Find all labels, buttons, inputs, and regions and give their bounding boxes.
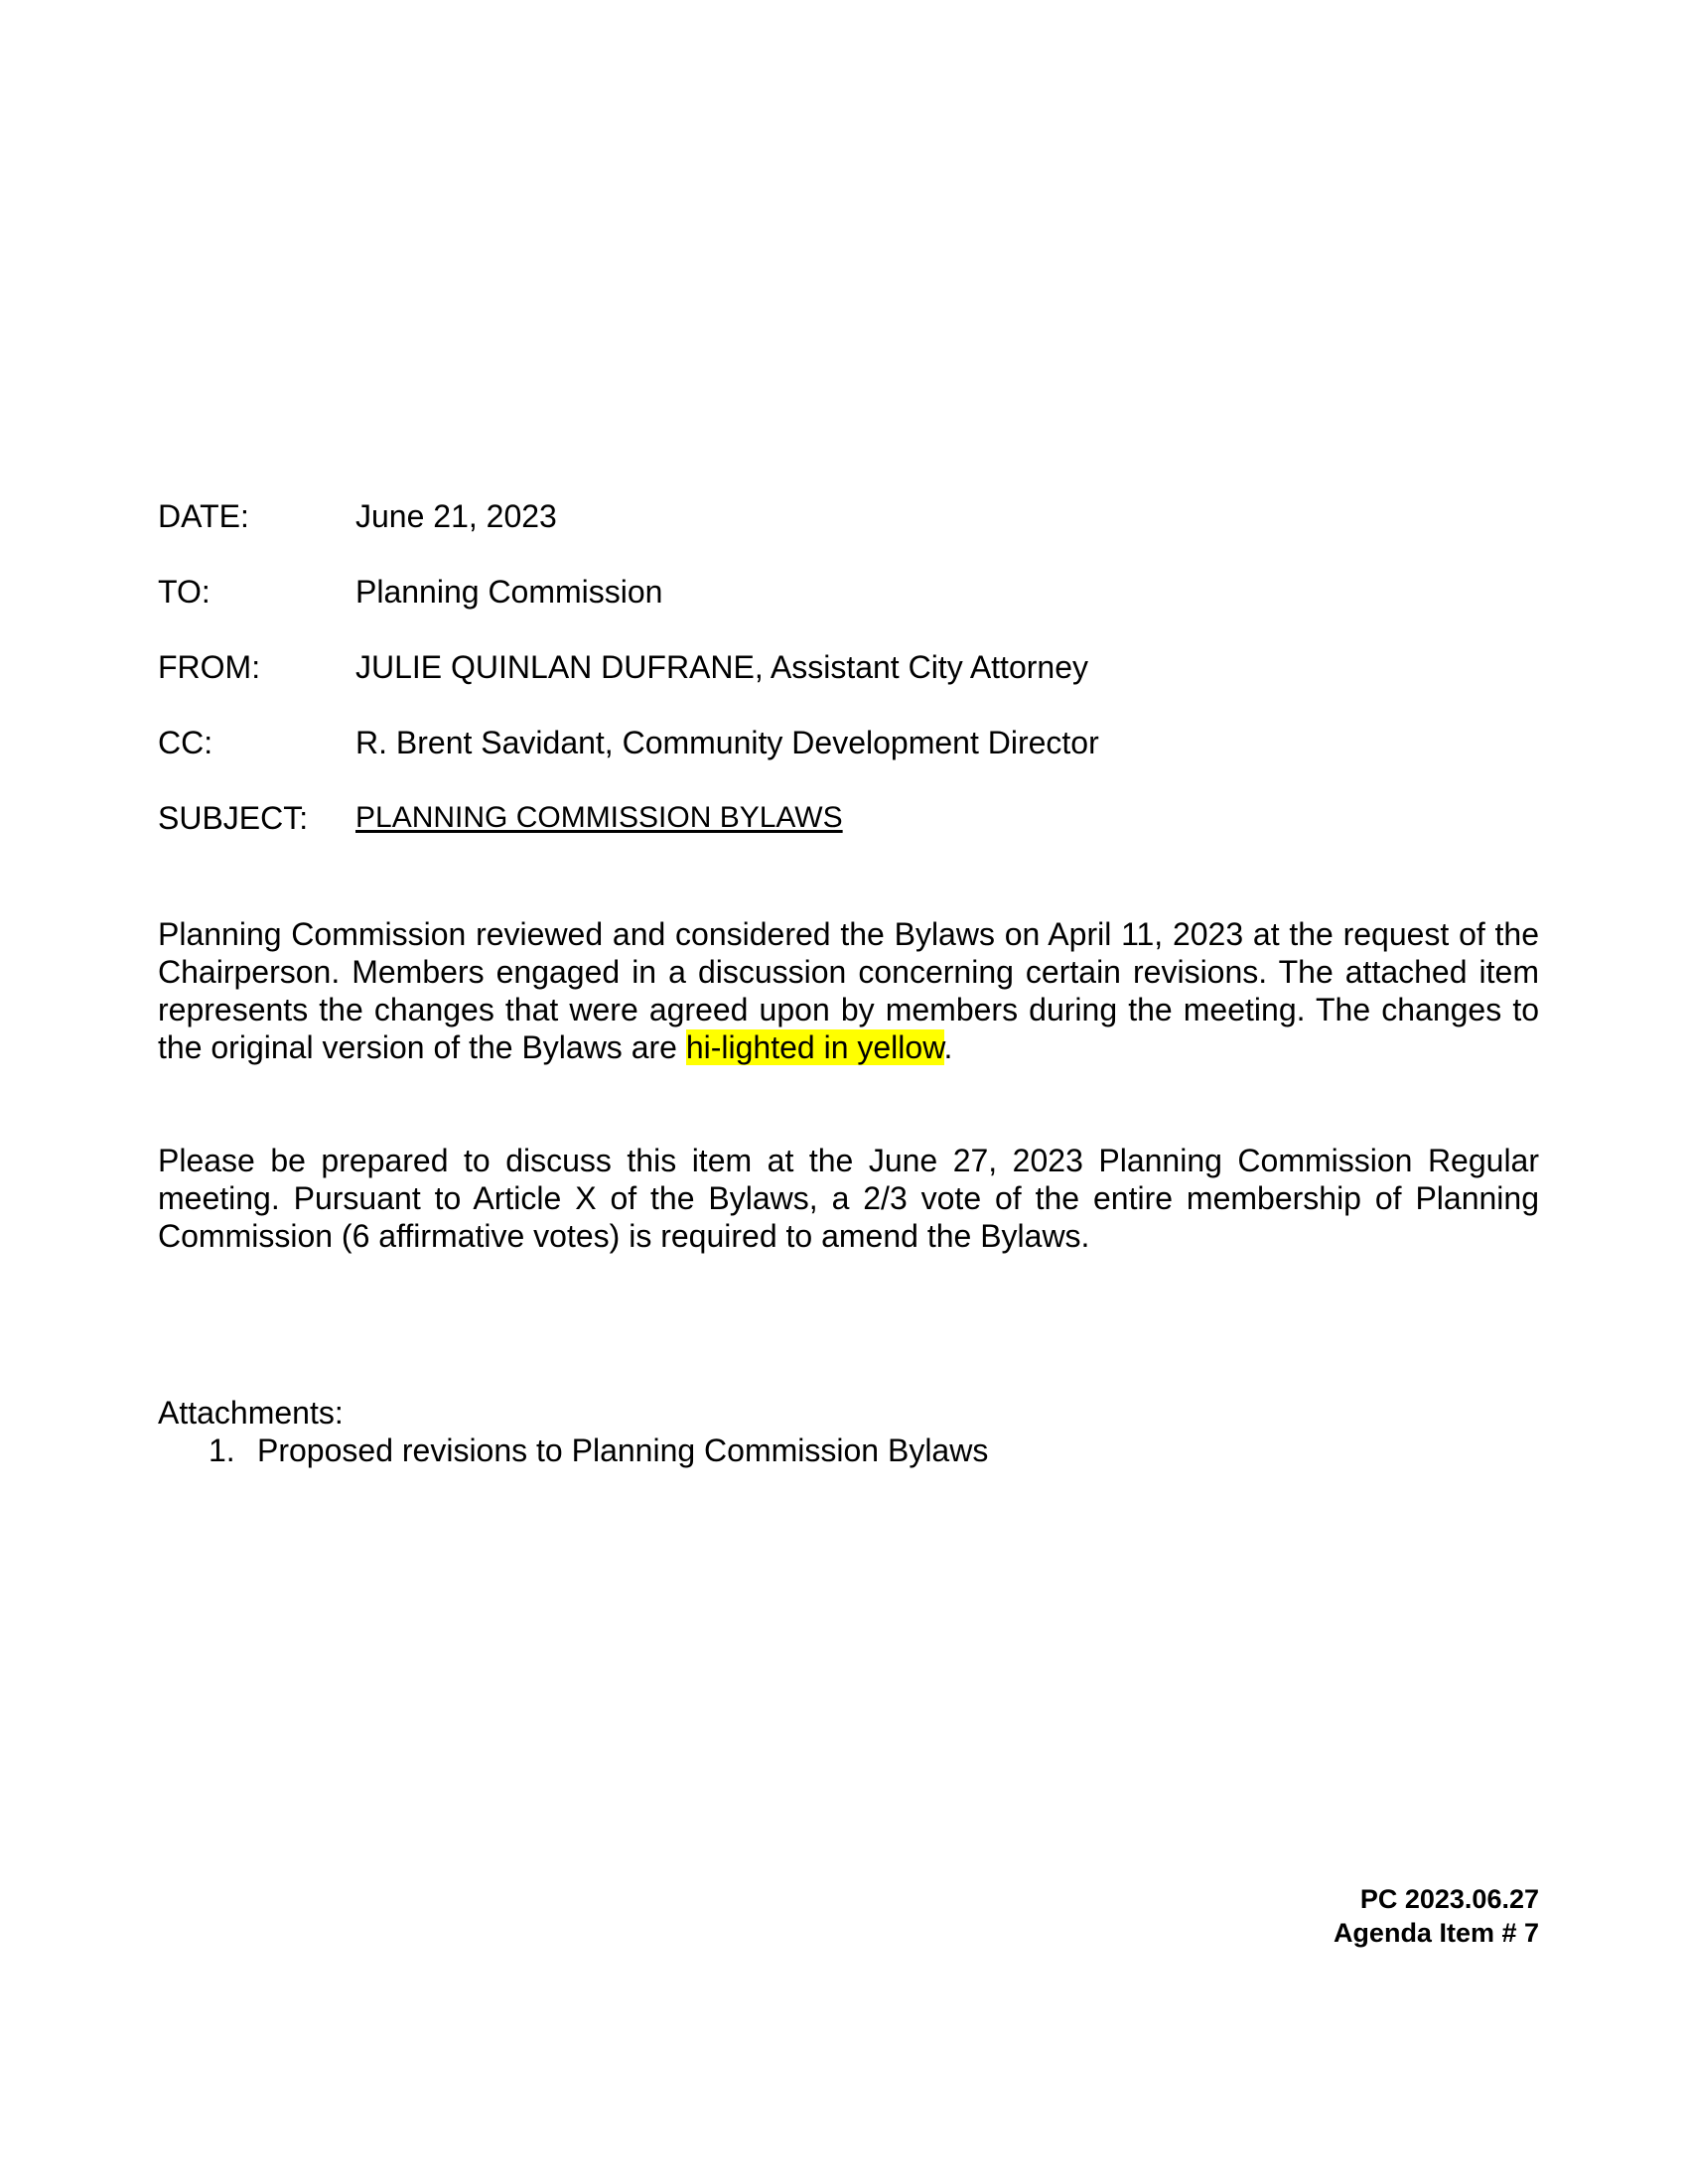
cc-label: CC: — [158, 725, 213, 760]
subject-value: PLANNING COMMISSION BYLAWS — [355, 801, 843, 834]
subject-label: SUBJECT: — [158, 800, 309, 836]
paragraph-1-text: Planning Commission reviewed and considered the Bylaws on April 11, 2023 at the request of the Chairperson. Members engaged in a discussion concerning certain revisions. The attached item represents the changes that were agreed upon by members during the meeting. The changes to the original version of the Bylaws are — [158, 916, 1539, 1065]
from-label: FROM: — [158, 649, 261, 685]
attachments-heading: Attachments: — [158, 1395, 344, 1431]
attachment-item — [158, 1432, 989, 1469]
memo-row-from — [158, 645, 1548, 721]
attachment-text: Proposed revisions to Planning Commission Bylaws — [257, 1433, 989, 1468]
body-paragraph-2: Please be prepared to discuss this item at the June 27, 2023 Planning Commission Regular meeting. Pursuant to Article X of the Bylaws, a 2/3 vote of the entire membership of Planning Commission (6 affirmative votes) is required to amend the Bylaws. — [158, 1143, 1539, 1254]
date-value: June 21, 2023 — [355, 498, 557, 534]
memo-row-to — [158, 570, 1548, 645]
attachment-number: 1. — [209, 1433, 235, 1468]
to-value: Planning Commission — [355, 574, 663, 610]
paragraph-1-end: . — [943, 1029, 953, 1065]
footer-agenda-item: Agenda Item # 7 — [1333, 1918, 1539, 1948]
date-label: DATE: — [158, 498, 249, 534]
agenda-footer — [1334, 1882, 1539, 1950]
body-paragraph-1 — [158, 915, 1539, 1066]
to-label: TO: — [158, 574, 211, 610]
memo-row-date — [158, 494, 1548, 570]
cc-value: R. Brent Savidant, Community Development Director — [355, 725, 1099, 760]
attachments-section — [158, 1394, 989, 1469]
memo-row-cc — [158, 721, 1548, 796]
memo-header — [158, 494, 1548, 872]
footer-meeting-code: PC 2023.06.27 — [1359, 1884, 1539, 1914]
highlighted-text: hi-lighted in yellow — [685, 1029, 944, 1065]
from-value: JULIE QUINLAN DUFRANE, Assistant City Attorney — [355, 649, 1088, 685]
memo-row-subject — [158, 796, 1548, 872]
